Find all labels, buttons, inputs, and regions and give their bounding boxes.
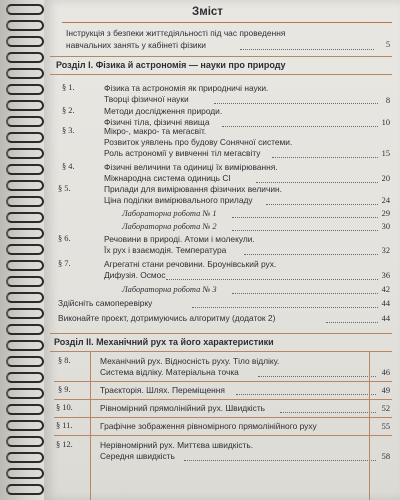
binding-coil — [6, 484, 44, 495]
item-page: 15 — [381, 149, 390, 158]
dot-leader — [272, 157, 378, 158]
binding-coil — [6, 180, 44, 191]
dot-leader — [232, 217, 378, 218]
section-rule — [50, 351, 392, 352]
item-number: § 10. — [56, 403, 73, 412]
row-rule — [54, 435, 392, 436]
dot-leader — [232, 293, 378, 294]
dot-leader — [222, 126, 378, 127]
binding-coil — [6, 116, 44, 127]
item-number: § 2. — [62, 106, 75, 115]
item-line: Графічне зображення рівномірного прямолінійного руху — [100, 421, 317, 431]
item-page: 44 — [381, 314, 390, 323]
item-number: § 3. — [62, 126, 75, 135]
binding-coil — [6, 20, 44, 31]
binding-coil — [6, 388, 44, 399]
item-page: 29 — [381, 209, 390, 218]
item-page: 32 — [381, 246, 390, 255]
binding-coil — [6, 324, 44, 335]
spiral-binding — [0, 0, 44, 500]
column-divider — [90, 351, 91, 500]
item-line: Речовини в природі. Атоми і молекули. — [104, 234, 255, 244]
section-rule — [50, 56, 392, 57]
section-rule — [50, 74, 392, 75]
item-page: 55 — [381, 422, 390, 431]
binding-coil — [6, 164, 44, 175]
item-page: 30 — [381, 222, 390, 231]
item-line: Агрегатні стани речовини. Броунівський рух. — [104, 259, 277, 269]
intro-line-2: навчальних занять у кабінеті фізики — [66, 40, 206, 50]
contents-page — [44, 0, 400, 500]
dot-leader — [266, 204, 378, 205]
item-line: Мікро-, макро- та мегасвіт. — [104, 126, 207, 136]
item-page: 46 — [381, 368, 390, 377]
binding-coil — [6, 356, 44, 367]
binding-coil — [6, 420, 44, 431]
dot-leader — [214, 103, 378, 104]
page-title: Зміст — [192, 6, 223, 18]
item-page: 36 — [381, 271, 390, 280]
item-line: Середня швидкість — [100, 451, 175, 461]
item-line: Фізичні величини та одиниці їх вимірювання. — [104, 162, 278, 172]
item-line: Творці фізичної науки — [104, 94, 189, 104]
binding-coil — [6, 84, 44, 95]
part1-title: Розділ І. Фізика й астрономія — науки про природу — [56, 60, 286, 70]
lab-work-title: Лабораторна робота № 1 — [122, 209, 217, 218]
item-line: Траєкторія. Шлях. Переміщення — [100, 385, 225, 395]
item-page: 24 — [381, 196, 390, 205]
item-page: 42 — [381, 285, 390, 294]
item-number: § 1. — [62, 83, 75, 92]
row-rule — [54, 417, 392, 418]
lab-work-title: Лабораторна робота № 3 — [122, 285, 217, 294]
item-line: Розвиток уявлень про будову Сонячної системи. — [104, 137, 293, 147]
dot-leader — [256, 182, 378, 183]
item-line: Ціна поділки вимірювального приладу — [104, 195, 253, 205]
binding-coil — [6, 4, 44, 15]
binding-coil — [6, 68, 44, 79]
item-line: Фізика та астрономія як природничі науки. — [104, 83, 269, 93]
binding-coil — [6, 196, 44, 207]
item-line: Рівномірний прямолінійний рух. Швидкість — [100, 403, 266, 413]
binding-coil — [6, 212, 44, 223]
item-number: § 12. — [56, 440, 73, 449]
dot-leader — [192, 307, 378, 308]
item-line: Методи дослідження природи. — [104, 106, 223, 116]
item-number: § 4. — [62, 162, 75, 171]
dot-leader — [326, 322, 378, 323]
title-rule — [62, 22, 392, 23]
dot-leader — [258, 376, 376, 377]
item-line: Фізичні тіла, фізичні явища — [104, 117, 210, 127]
item-line: Прилади для вимірювання фізичних величин. — [104, 184, 282, 194]
item-line: Їх рух і взаємодія. Температура — [104, 245, 227, 255]
item-line: Нерівномірний рух. Миттєва швидкість. — [100, 440, 254, 450]
section-rule — [50, 333, 392, 334]
dot-leader — [280, 412, 376, 413]
item-line: Дифузія. Осмос — [104, 270, 166, 280]
part2-title: Розділ ІІ. Механічний рух та його характеристики — [54, 337, 274, 347]
item-line: Роль астрономії у вивченні тіл мегасвіту — [104, 148, 261, 158]
item-page: 58 — [381, 452, 390, 461]
intro-line-1: Інструкція з безпеки життєдіяльності під час проведення — [66, 28, 286, 38]
binding-coil — [6, 436, 44, 447]
binding-coil — [6, 308, 44, 319]
item-number: § 8. — [58, 356, 71, 365]
row-rule — [54, 381, 392, 382]
row-rule — [54, 399, 392, 400]
item-number: § 6. — [58, 234, 71, 243]
item-page: 44 — [381, 299, 390, 308]
binding-coil — [6, 452, 44, 463]
binding-coil — [6, 260, 44, 271]
item-line: Механічний рух. Відносність руху. Тіло відліку. — [100, 356, 280, 366]
item-number: § 5. — [58, 184, 71, 193]
dot-leader — [236, 394, 376, 395]
item-page: 52 — [381, 404, 390, 413]
binding-coil — [6, 372, 44, 383]
item-line: Міжнародна система одиниць СІ — [104, 173, 231, 183]
item-number: § 7. — [58, 259, 71, 268]
dot-leader — [244, 254, 378, 255]
item-page: 49 — [381, 386, 390, 395]
binding-coil — [6, 52, 44, 63]
self-check-line: Здійсніть самоперевірку — [58, 298, 153, 308]
item-number: § 11. — [56, 421, 73, 430]
binding-coil — [6, 468, 44, 479]
binding-coil — [6, 100, 44, 111]
binding-coil — [6, 244, 44, 255]
column-divider — [369, 351, 370, 500]
binding-coil — [6, 292, 44, 303]
item-page: 20 — [381, 174, 390, 183]
project-line: Виконайте проєкт, дотримуючись алгоритму (додаток 2) — [58, 313, 276, 323]
dot-leader — [166, 279, 378, 280]
binding-coil — [6, 36, 44, 47]
intro-page: 5 — [385, 40, 390, 49]
binding-coil — [6, 276, 44, 287]
item-number: § 9. — [58, 385, 71, 394]
item-page: 8 — [385, 96, 390, 105]
lab-work-title: Лабораторна робота № 2 — [122, 222, 217, 231]
binding-coil — [6, 228, 44, 239]
dot-leader — [240, 49, 374, 50]
dot-leader — [184, 460, 376, 461]
binding-coil — [6, 148, 44, 159]
binding-coil — [6, 340, 44, 351]
binding-coil — [6, 132, 44, 143]
item-line: Система відліку. Матеріальна точка — [100, 367, 239, 377]
dot-leader — [232, 230, 378, 231]
item-page: 10 — [381, 118, 390, 127]
binding-coil — [6, 404, 44, 415]
